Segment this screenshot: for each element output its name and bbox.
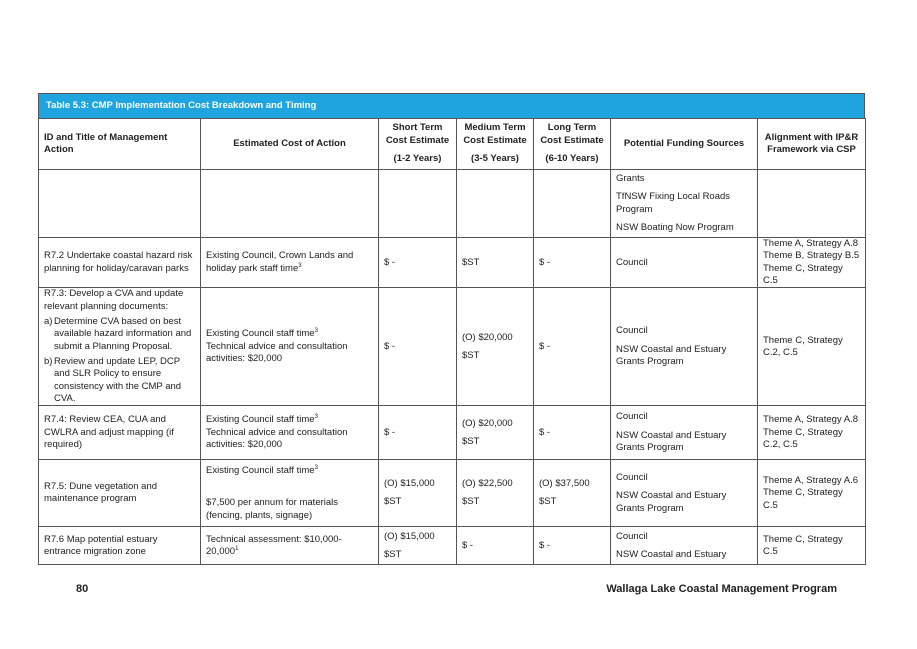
- long-term-cell: $ -: [534, 527, 611, 565]
- header-medium-term-label: Medium Term Cost Estimate: [463, 122, 527, 146]
- header-estimated-cost: Estimated Cost of Action: [201, 119, 379, 170]
- action-title-cell: R7.6 Map potential estuary entrance migration zone: [39, 527, 201, 565]
- long-term-cell: (O) $37,500 $ST: [534, 460, 611, 527]
- alignment-cell: Theme C, Strategy C.5: [758, 527, 866, 565]
- table-row: [39, 238, 866, 288]
- alignment-cell: Theme A, Strategy A.6 Theme C, Strategy C.5: [758, 460, 866, 527]
- page-number: 80: [76, 583, 89, 595]
- medium-term-cell: (O) $20,000 $ST: [457, 406, 534, 460]
- table-row: [39, 406, 866, 460]
- table-row: [39, 170, 866, 238]
- long-term-cell: $ -: [534, 406, 611, 460]
- table-row: [39, 288, 866, 406]
- alignment-cell: Theme A, Strategy A.8 Theme B, Strategy B.5 Theme C, Strategy C.5: [758, 238, 866, 288]
- medium-term-cell: $ST: [457, 238, 534, 288]
- cost-cell: Existing Council, Crown Lands and holiday park staff time$^3$: [201, 238, 379, 288]
- header-short-term-years: (1-2 Years): [393, 153, 442, 165]
- header-short-term-label: Short Term Cost Estimate: [385, 122, 450, 146]
- action-title-cell: R7.2 Undertake coastal hazard risk planning for holiday/caravan parks: [39, 238, 201, 288]
- funding-cell: Council NSW Coastal and Estuary Grants Program: [611, 288, 758, 406]
- table-row: [39, 460, 866, 527]
- cost-cell: Existing Council staff time$^3$ Technical advice and consultation activities: $20,000: [201, 406, 379, 460]
- table-header-row: [39, 119, 866, 170]
- cost-table-container: [38, 93, 865, 565]
- alignment-cell: Theme C, Strategy C.2, C.5: [758, 288, 866, 406]
- alignment-cell: Theme A, Strategy A.8 Theme C, Strategy C.2, C.5: [758, 406, 866, 460]
- long-term-cell: $ -: [534, 238, 611, 288]
- short-term-cell: $ -: [379, 406, 457, 460]
- header-alignment: Alignment with IP&R Framework via CSP: [758, 119, 866, 170]
- cost-table: [38, 118, 866, 565]
- medium-term-cell: (O) $20,000 $ST: [457, 288, 534, 406]
- header-long-term: [534, 119, 611, 170]
- document-title: Wallaga Lake Coastal Management Program: [606, 583, 837, 595]
- header-medium-term: [457, 119, 534, 170]
- sub-action-list: [44, 316, 195, 405]
- sub-action-item: b) Review and update LEP, DCP and SLR Policy to ensure consistency with the CMP and CVA.: [44, 356, 182, 405]
- cost-cell: Existing Council staff time$^3$ $7,500 per annum for materials (fencing, plants, signage): [201, 460, 379, 527]
- medium-term-cell: (O) $22,500 $ST: [457, 460, 534, 527]
- header-medium-term-years: (3-5 Years): [471, 153, 519, 165]
- long-term-cell: $ -: [534, 288, 611, 406]
- cost-cell: Existing Council staff time$^3$ Technical advice and consultation activities: $20,000: [201, 288, 379, 406]
- header-short-term: [379, 119, 457, 170]
- cost-cell: Technical assessment: $10,000-20,000$^1$: [201, 527, 379, 565]
- short-term-cell: (O) $15,000 $ST: [379, 460, 457, 527]
- action-title-cell: R7.4: Review CEA, CUA and CWLRA and adjust mapping (if required): [39, 406, 201, 460]
- header-funding: Potential Funding Sources: [611, 119, 758, 170]
- action-title-cell: R7.5: Dune vegetation and maintenance program: [39, 460, 201, 527]
- short-term-cell: (O) $15,000 $ST: [379, 527, 457, 565]
- funding-cell: Council NSW Coastal and Estuary: [611, 527, 758, 565]
- sub-action-item: a) Determine CVA based on best available hazard information and submit a Planning Proposal.: [44, 316, 192, 352]
- table-caption: Table 5.3: CMP Implementation Cost Breakdown and Timing: [38, 93, 865, 118]
- short-term-cell: $ -: [379, 238, 457, 288]
- funding-cell: Grants TfNSW Fixing Local Roads Program NSW Boating Now Program: [611, 170, 758, 238]
- funding-cell: Council NSW Coastal and Estuary Grants Program: [611, 406, 758, 460]
- medium-term-cell: $ -: [457, 527, 534, 565]
- table-row: [39, 527, 866, 565]
- funding-cell: Council: [611, 238, 758, 288]
- funding-cell: Council NSW Coastal and Estuary Grants Program: [611, 460, 758, 527]
- header-long-term-years: (6-10 Years): [545, 153, 599, 165]
- header-id-title: ID and Title of Management Action: [39, 119, 201, 170]
- short-term-cell: $ -: [379, 288, 457, 406]
- header-long-term-label: Long Term Cost Estimate: [540, 122, 604, 146]
- action-title-cell: R7.3: Develop a CVA and update relevant planning documents: a) Determine CVA based on best available hazard information and submit a Planning Proposal. b) Review and update LEP, DCP and SLR Policy to ensure consistency with the CMP and CVA.: [39, 288, 201, 406]
